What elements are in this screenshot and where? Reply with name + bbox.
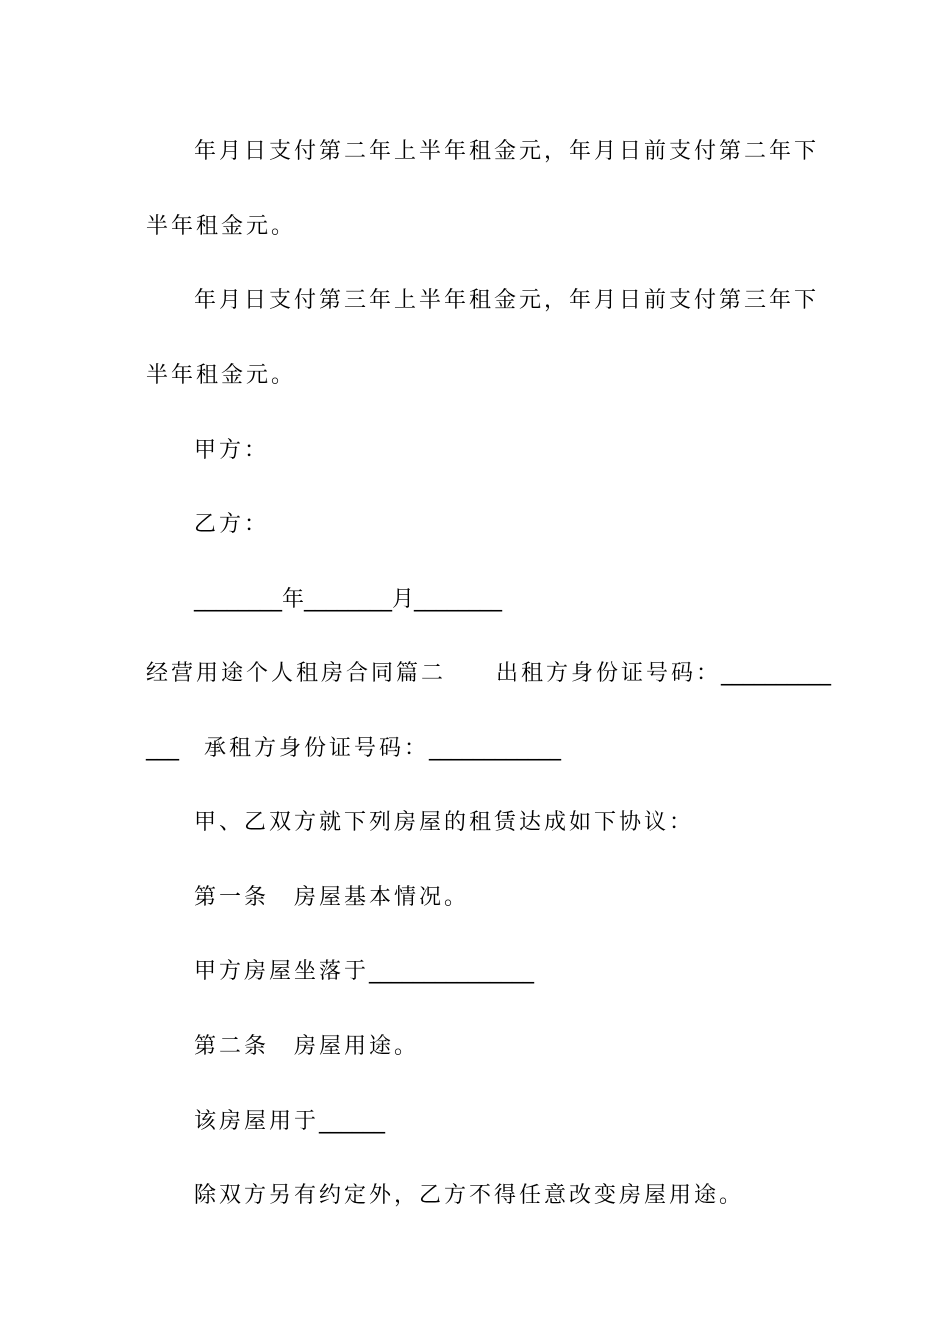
article-one-heading: 第一条 房屋基本情况。	[194, 885, 470, 910]
use-restriction-line: 除双方另有约定外，乙方不得任意改变房屋用途。	[194, 1183, 745, 1208]
party-a-label: 甲方：	[194, 438, 270, 463]
payment-third-year-continuation: 半年租金元。	[146, 363, 297, 388]
party-b-label: 乙方：	[194, 512, 270, 537]
payment-third-year-line: 年月日支付第三年上半年租金元，年月日前支付第三年下	[194, 288, 820, 313]
payment-second-year-continuation: 半年租金元。	[146, 214, 297, 239]
article-two-heading: 第二条 房屋用途。	[194, 1034, 420, 1059]
agreement-intro: 甲、乙双方就下列房屋的租赁达成如下协议：	[194, 810, 695, 835]
date-blank-line: ________年________月________	[194, 587, 503, 612]
property-use-line: 该房屋用于______	[194, 1109, 386, 1134]
property-location-line: 甲方房屋坐落于_______________	[194, 959, 535, 984]
payment-second-year-line: 年月日支付第二年上半年租金元，年月日前支付第二年下	[194, 139, 820, 164]
contract-section-two-heading: 经营用途个人租房合同篇二 出租方身份证号码：__________	[146, 661, 832, 686]
tenant-id-line: ___ 承租方身份证号码：____________	[146, 736, 562, 761]
